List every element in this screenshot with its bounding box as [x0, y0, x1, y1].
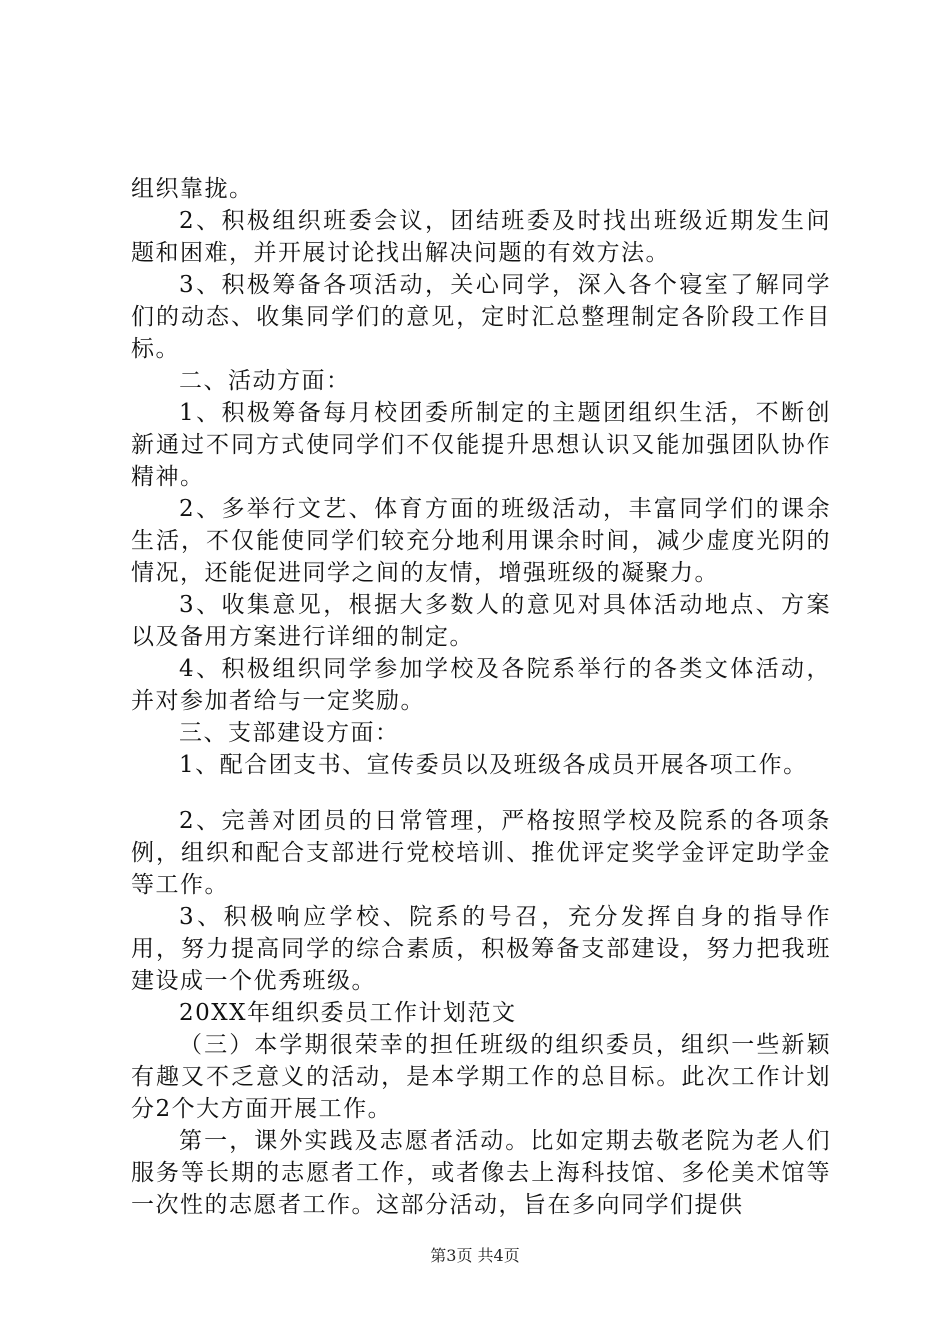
paragraph: 第一，课外实践及志愿者活动。比如定期去敬老院为老人们服务等长期的志愿者工作，或者像去上海科技馆、多伦美术馆等一次性的志愿者工作。这部分活动，旨在多向同学们提供	[131, 1128, 831, 1218]
document-body	[131, 173, 831, 1221]
paragraph: 2、积极组织班委会议，团结班委及时找出班级近期发生问题和困难，并开展讨论找出解决问题的有效方法。	[131, 208, 831, 266]
document-subtitle: 20XX年组织委员工作计划范文	[179, 1000, 517, 1026]
section-heading: 二、活动方面：	[179, 368, 351, 394]
paragraph-gap	[131, 781, 831, 805]
paragraph: 3、积极响应学校、院系的号召，充分发挥自身的指导作用，努力提高同学的综合素质，积极筹备支部建设，努力把我班建设成一个优秀班级。	[131, 904, 831, 994]
paragraph: 4、积极组织同学参加学校及各院系举行的各类文体活动，并对参加者给与一定奖励。	[131, 656, 831, 714]
paragraph: （三）本学期很荣幸的担任班级的组织委员，组织一些新颖有趣又不乏意义的活动，是本学期工作的总目标。此次工作计划分2个大方面开展工作。	[131, 1032, 831, 1122]
paragraph: 3、积极筹备各项活动，关心同学，深入各个寝室了解同学们的动态、收集同学们的意见，定时汇总整理制定各阶段工作目标。	[131, 272, 831, 362]
paragraph: 2、多举行文艺、体育方面的班级活动，丰富同学们的课余生活，不仅能使同学们较充分地利用课余时间，减少虚度光阴的情况，还能促进同学之间的友情，增强班级的凝聚力。	[131, 496, 831, 586]
section-heading: 三、支部建设方面：	[179, 720, 400, 746]
paragraph: 1、积极筹备每月校团委所制定的主题团组织生活，不断创新通过不同方式使同学们不仅能提升思想认识又能加强团队协作精神。	[131, 400, 831, 490]
page-number: 第3页 共4页	[430, 1246, 520, 1265]
paragraph: 3、收集意见，根据大多数人的意见对具体活动地点、方案以及备用方案进行详细的制定。	[131, 592, 831, 650]
paragraph: 1、配合团支书、宣传委员以及班级各成员开展各项工作。	[179, 752, 808, 778]
paragraph: 组织靠拢。	[131, 176, 254, 202]
paragraph: 2、完善对团员的日常管理，严格按照学校及院系的各项条例，组织和配合支部进行党校培训、推优评定奖学金评定助学金等工作。	[131, 808, 831, 898]
